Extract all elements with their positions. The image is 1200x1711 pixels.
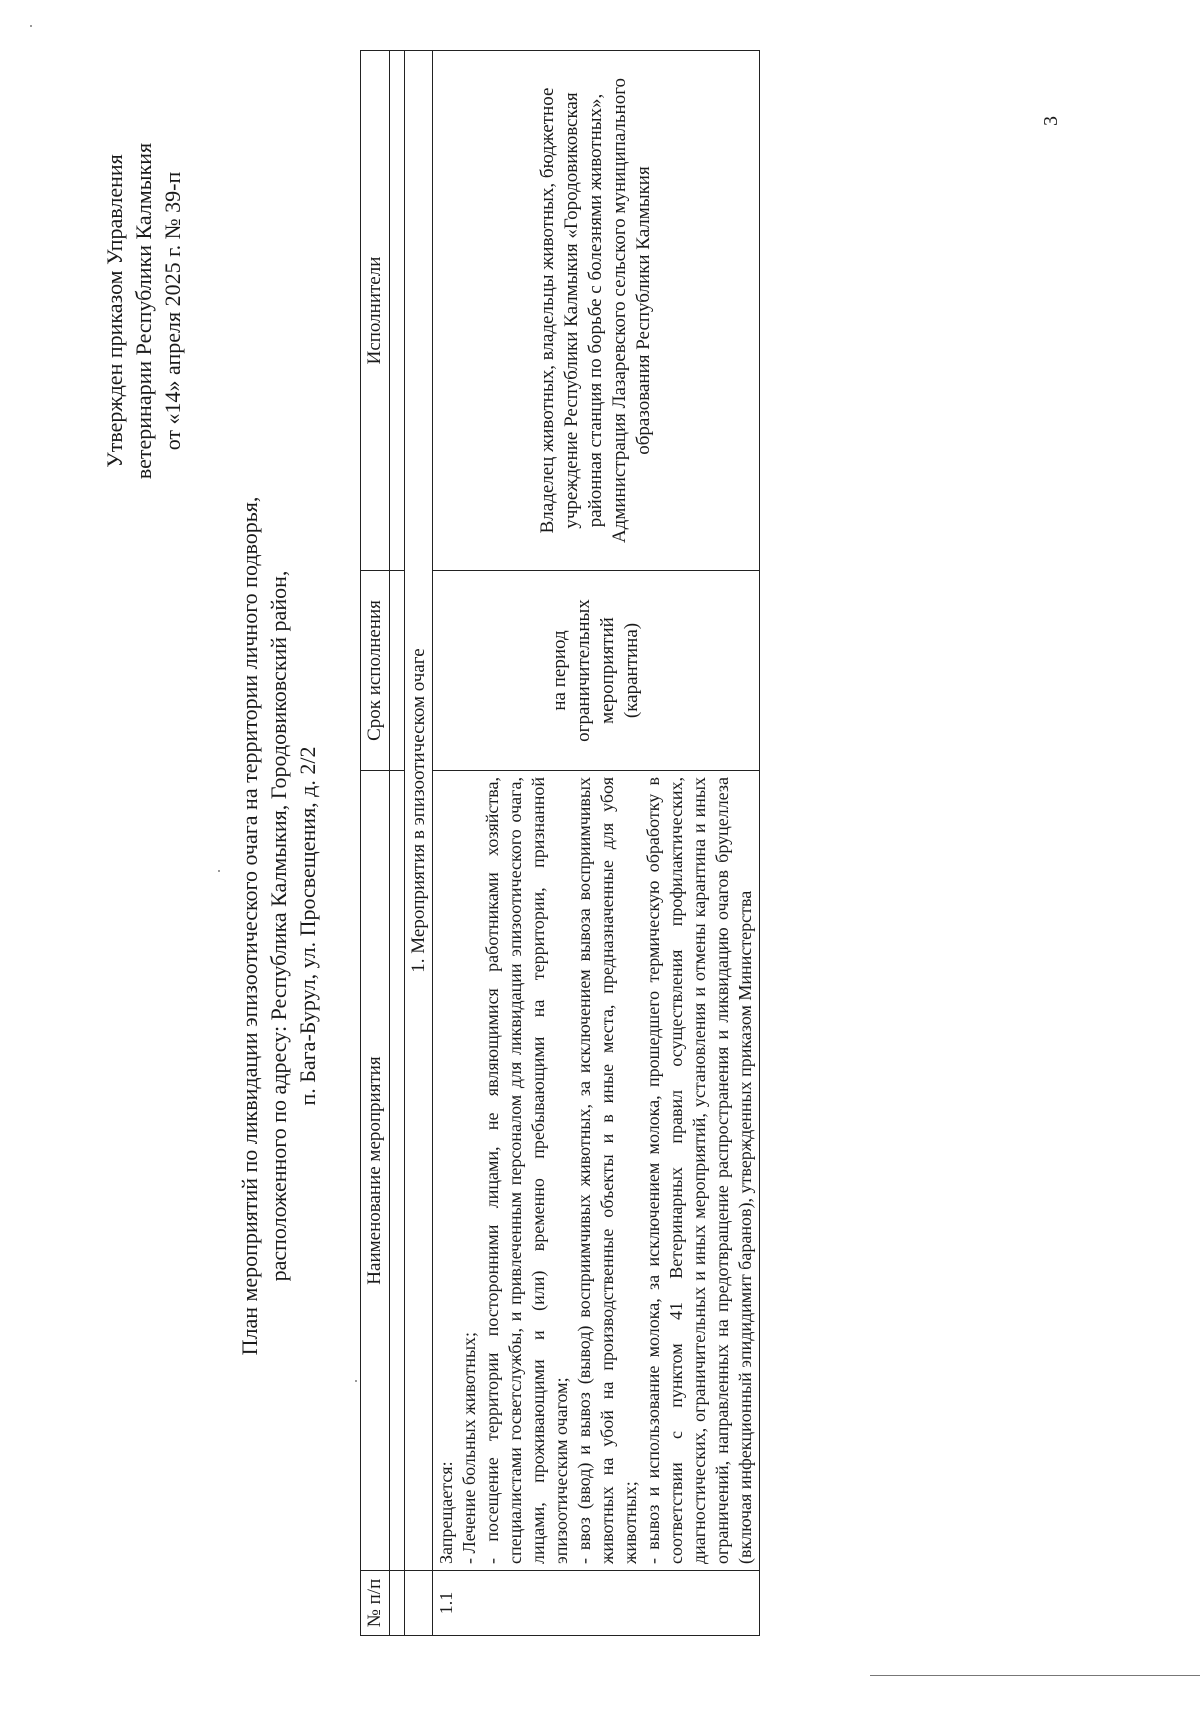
row-executors: Владелец животных, владельцы животных, бюджетное учреждение Республики Калмыкия «Городовиковская районная станция по борьбе с болезнями животных», Администрация Лазаревского сельского муниципального образования Республики Калмыкия	[433, 51, 760, 571]
document-title	[235, 386, 322, 1466]
title-line-3: п. Бага-Бурул, ул. Просвещения, д. 2/2	[295, 746, 320, 1106]
section-title: 1. Мероприятия в эпизоотическом очаге	[405, 51, 433, 1571]
measure-line: - вывоз и использование молока, за исключением молока, прошедшего термическую обработку в соответствии с пунктом 41 Ветеринарных правил осуществления профилактических, диагностических, ограничительных и иных мероприятий, установления и отмены карантина и иных ограничений, направленных на предотвращение распространения и ликвидацию очагов бруцеллеза (включая инфекционный эпидидимит баранов), утвержденных приказом Министерства	[643, 777, 755, 1564]
table-row	[433, 51, 760, 1636]
measure-line: Запрещается:	[436, 1461, 456, 1564]
document-sheet	[0, 71, 1095, 1711]
table-header-row	[361, 51, 390, 1636]
measure-line: - Лечение больных животных;	[459, 1331, 479, 1564]
measure-line: - ввоз (ввод) и вывоз (вывод) восприимчивых животных, за исключением вывоза восприимчивых животных на убой на производственные объекты и в иные места, предназначенные для убоя животных;	[574, 777, 640, 1564]
row-measures	[433, 771, 760, 1571]
approval-line-1: Утвержден приказом Управления	[102, 154, 127, 468]
scan-artifact-line	[870, 1675, 1200, 1676]
approval-stamp	[100, 101, 187, 521]
title-line-1: План мероприятий по ликвидации эпизоотического очага на территории личного подворья,	[237, 496, 262, 1356]
scan-artifact-dot	[218, 870, 220, 872]
title-line-2: расположенного по адресу: Республика Калмыкия, Городовиковский район,	[266, 570, 291, 1282]
page-number: 3	[1040, 116, 1062, 126]
header-executors: Исполнители	[361, 51, 390, 571]
row-term: на период ограничительных мероприятий (карантина)	[433, 571, 760, 771]
scan-artifact-dot	[30, 25, 32, 27]
header-term: Срок исполнения	[361, 571, 390, 771]
measure-line: - посещение территории посторонними лицами, не являющимися работниками хозяйства, специалистами госветслужбы, и привлеченным персоналом для ликвидации эпизоотического очага, лицами, проживающими и (или) временно пребывающими на территории, признанной эпизоотическим очагом;	[482, 777, 571, 1564]
header-num: № п/п	[361, 1571, 390, 1636]
measures-table	[360, 50, 760, 1636]
approval-line-2: ветеринарии Республики Калмыкия	[131, 142, 156, 480]
scan-artifact-dot	[355, 1380, 357, 1382]
section-row	[405, 51, 433, 1636]
approval-line-3: от «14» апреля 2025 г. № 39-п	[160, 171, 185, 451]
row-num: 1.1	[433, 1571, 760, 1636]
table-column-index-row	[390, 51, 405, 1636]
section-num-cell	[405, 1571, 433, 1636]
header-name: Наименование мероприятия	[361, 771, 390, 1571]
